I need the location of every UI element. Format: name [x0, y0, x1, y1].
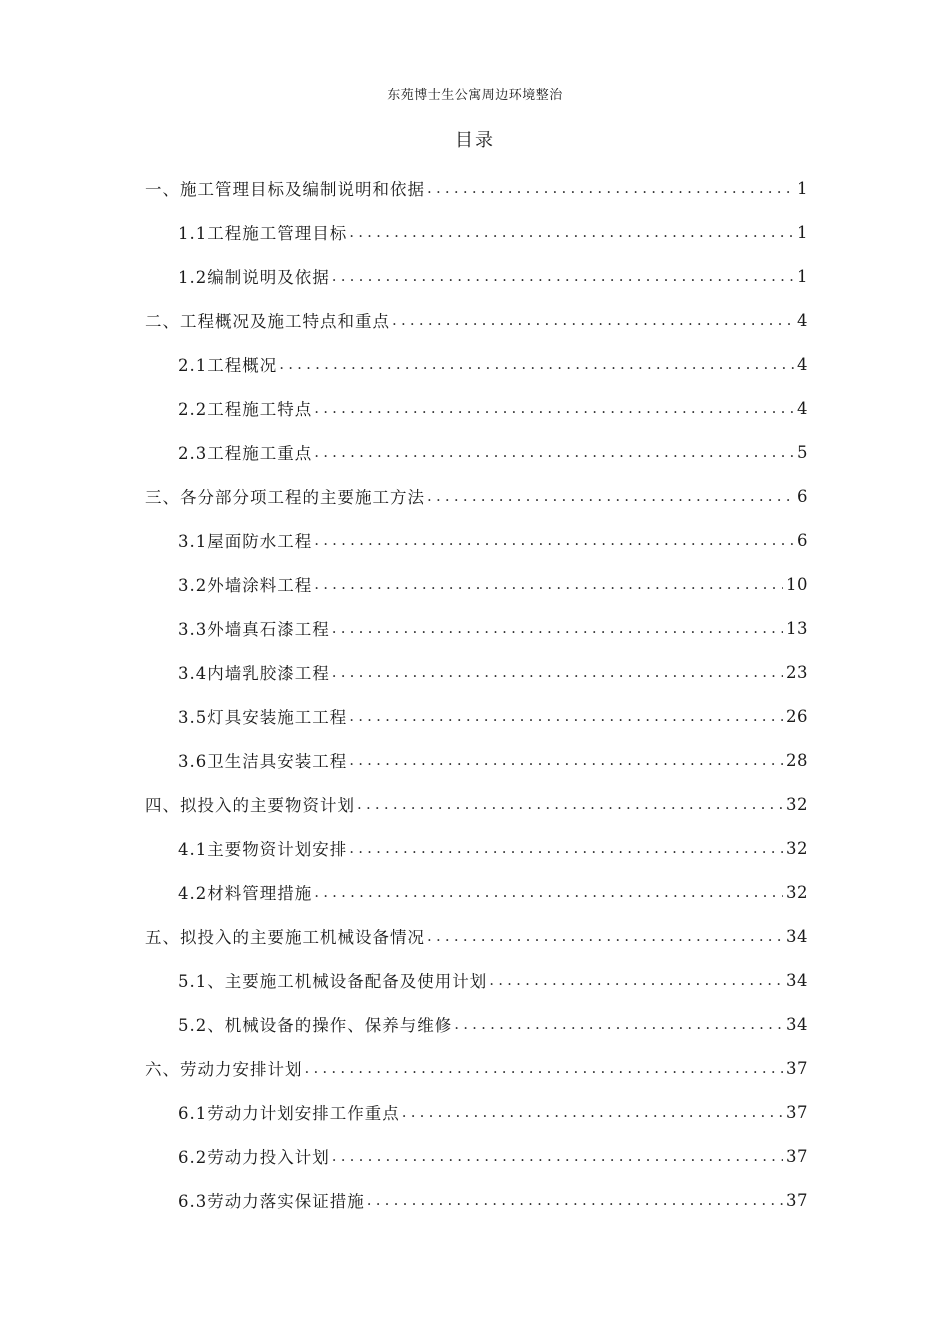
- toc-entry-title: 二、工程概况及施工特点和重点: [145, 312, 390, 331]
- toc-entry-title: 2.1工程概况: [178, 356, 278, 375]
- toc-entry-title: 四、拟投入的主要物资计划: [145, 796, 355, 815]
- toc-dot-leader: [332, 663, 783, 681]
- toc-entry-chapter[interactable]: [0, 914, 808, 958]
- toc-entry-title: 5.2、机械设备的操作、保养与维修: [178, 1016, 453, 1035]
- toc-dot-leader: [314, 575, 783, 593]
- toc-page-number: 37: [786, 1102, 808, 1122]
- toc-entry-section[interactable]: [0, 650, 808, 694]
- toc-entry-section[interactable]: [0, 1002, 808, 1046]
- toc-page-number: 23: [786, 662, 808, 682]
- toc-page-number: 4: [797, 354, 808, 374]
- toc-dot-leader: [332, 619, 783, 637]
- toc-entry-section[interactable]: [0, 606, 808, 650]
- toc-entry-section[interactable]: [0, 1134, 808, 1178]
- toc-dot-leader: [392, 311, 794, 329]
- toc-dot-leader: [279, 355, 794, 373]
- toc-entry-section[interactable]: [0, 738, 808, 782]
- toc-entry-section[interactable]: [0, 254, 808, 298]
- toc-page-number: 32: [786, 838, 808, 858]
- toc-dot-leader: [367, 1191, 783, 1209]
- toc-entry-section[interactable]: [0, 694, 808, 738]
- toc-dot-leader: [489, 971, 783, 989]
- toc-page-number: 13: [786, 618, 808, 638]
- toc-entry-section[interactable]: [0, 342, 808, 386]
- toc-entry-chapter[interactable]: [0, 1046, 808, 1090]
- toc-entry-title: 3.3外墙真石漆工程: [178, 620, 330, 639]
- toc-page-number: 6: [797, 486, 808, 506]
- toc-entry-title: 2.2工程施工特点: [178, 400, 313, 419]
- toc-entry-section[interactable]: [0, 518, 808, 562]
- toc-page-number: 1: [797, 178, 808, 198]
- toc-entry-title: 4.2材料管理措施: [178, 884, 313, 903]
- toc-page-number: 34: [786, 926, 808, 946]
- toc-entry-title: 6.1劳动力计划安排工作重点: [178, 1104, 400, 1123]
- toc-entry-title: 五、拟投入的主要施工机械设备情况: [145, 928, 425, 947]
- toc-entry-section[interactable]: [0, 826, 808, 870]
- toc-entry-title: 6.2劳动力投入计划: [178, 1148, 330, 1167]
- toc-entry-chapter[interactable]: [0, 474, 808, 518]
- toc-page-number: 26: [786, 706, 808, 726]
- toc-entry-section[interactable]: [0, 386, 808, 430]
- toc-entry-section[interactable]: [0, 958, 808, 1002]
- toc-page-number: 1: [797, 222, 808, 242]
- toc-entry-section[interactable]: [0, 562, 808, 606]
- toc-page-number: 37: [786, 1058, 808, 1078]
- toc-entry-section[interactable]: [0, 1178, 808, 1222]
- toc-entry-chapter[interactable]: [0, 782, 808, 826]
- toc-dot-leader: [349, 223, 794, 241]
- toc-page-number: 5: [797, 442, 808, 462]
- toc-dot-leader: [427, 927, 783, 945]
- toc-entry-title: 2.3工程施工重点: [178, 444, 313, 463]
- page-header: 东苑博士生公寓周边环境整治: [387, 88, 563, 103]
- toc-entry-title: 3.6卫生洁具安装工程: [178, 752, 348, 771]
- toc-dot-leader: [314, 531, 794, 549]
- toc-dot-leader: [357, 795, 783, 813]
- toc-entry-section[interactable]: [0, 210, 808, 254]
- toc-dot-leader: [454, 1015, 783, 1033]
- toc-entry-title: 3.4内墙乳胶漆工程: [178, 664, 330, 683]
- toc-title: 目录: [455, 130, 495, 151]
- toc-page-number: 1: [797, 266, 808, 286]
- table-of-contents: [0, 166, 950, 1222]
- toc-page-number: 34: [786, 970, 808, 990]
- toc-entry-title: 一、施工管理目标及编制说明和依据: [145, 180, 425, 199]
- toc-entry-section[interactable]: [0, 870, 808, 914]
- toc-dot-leader: [332, 1147, 783, 1165]
- toc-dot-leader: [305, 1059, 784, 1077]
- toc-entry-section[interactable]: [0, 430, 808, 474]
- toc-page-number: 32: [786, 882, 808, 902]
- toc-page-number: 4: [797, 398, 808, 418]
- toc-page-number: 34: [786, 1014, 808, 1034]
- toc-dot-leader: [427, 179, 794, 197]
- toc-page-number: 37: [786, 1190, 808, 1210]
- toc-entry-title: 六、劳动力安排计划: [145, 1060, 303, 1079]
- toc-entry-title: 三、各分部分项工程的主要施工方法: [145, 488, 425, 507]
- toc-entry-section[interactable]: [0, 1090, 808, 1134]
- toc-entry-chapter[interactable]: [0, 166, 808, 210]
- toc-entry-title: 3.2外墙涂料工程: [178, 576, 313, 595]
- toc-entry-title: 5.1、主要施工机械设备配备及使用计划: [178, 972, 488, 991]
- toc-entry-title: 6.3劳动力落实保证措施: [178, 1192, 365, 1211]
- toc-dot-leader: [427, 487, 794, 505]
- toc-entry-title: 3.1屋面防水工程: [178, 532, 313, 551]
- toc-page-number: 28: [786, 750, 808, 770]
- toc-page-number: 10: [786, 574, 808, 594]
- toc-page-number: 37: [786, 1146, 808, 1166]
- toc-dot-leader: [349, 707, 783, 725]
- toc-entry-title: 3.5灯具安装施工工程: [178, 708, 348, 727]
- toc-entry-chapter[interactable]: [0, 298, 808, 342]
- toc-dot-leader: [349, 839, 783, 857]
- toc-entry-title: 4.1主要物资计划安排: [178, 840, 348, 859]
- toc-dot-leader: [349, 751, 783, 769]
- toc-dot-leader: [332, 267, 794, 285]
- toc-dot-leader: [314, 443, 794, 461]
- toc-dot-leader: [402, 1103, 783, 1121]
- toc-entry-title: 1.2编制说明及依据: [178, 268, 330, 287]
- toc-dot-leader: [314, 399, 794, 417]
- toc-page-number: 32: [786, 794, 808, 814]
- toc-page-number: 6: [797, 530, 808, 550]
- toc-dot-leader: [314, 883, 783, 901]
- toc-entry-title: 1.1工程施工管理目标: [178, 224, 348, 243]
- toc-page-number: 4: [797, 310, 808, 330]
